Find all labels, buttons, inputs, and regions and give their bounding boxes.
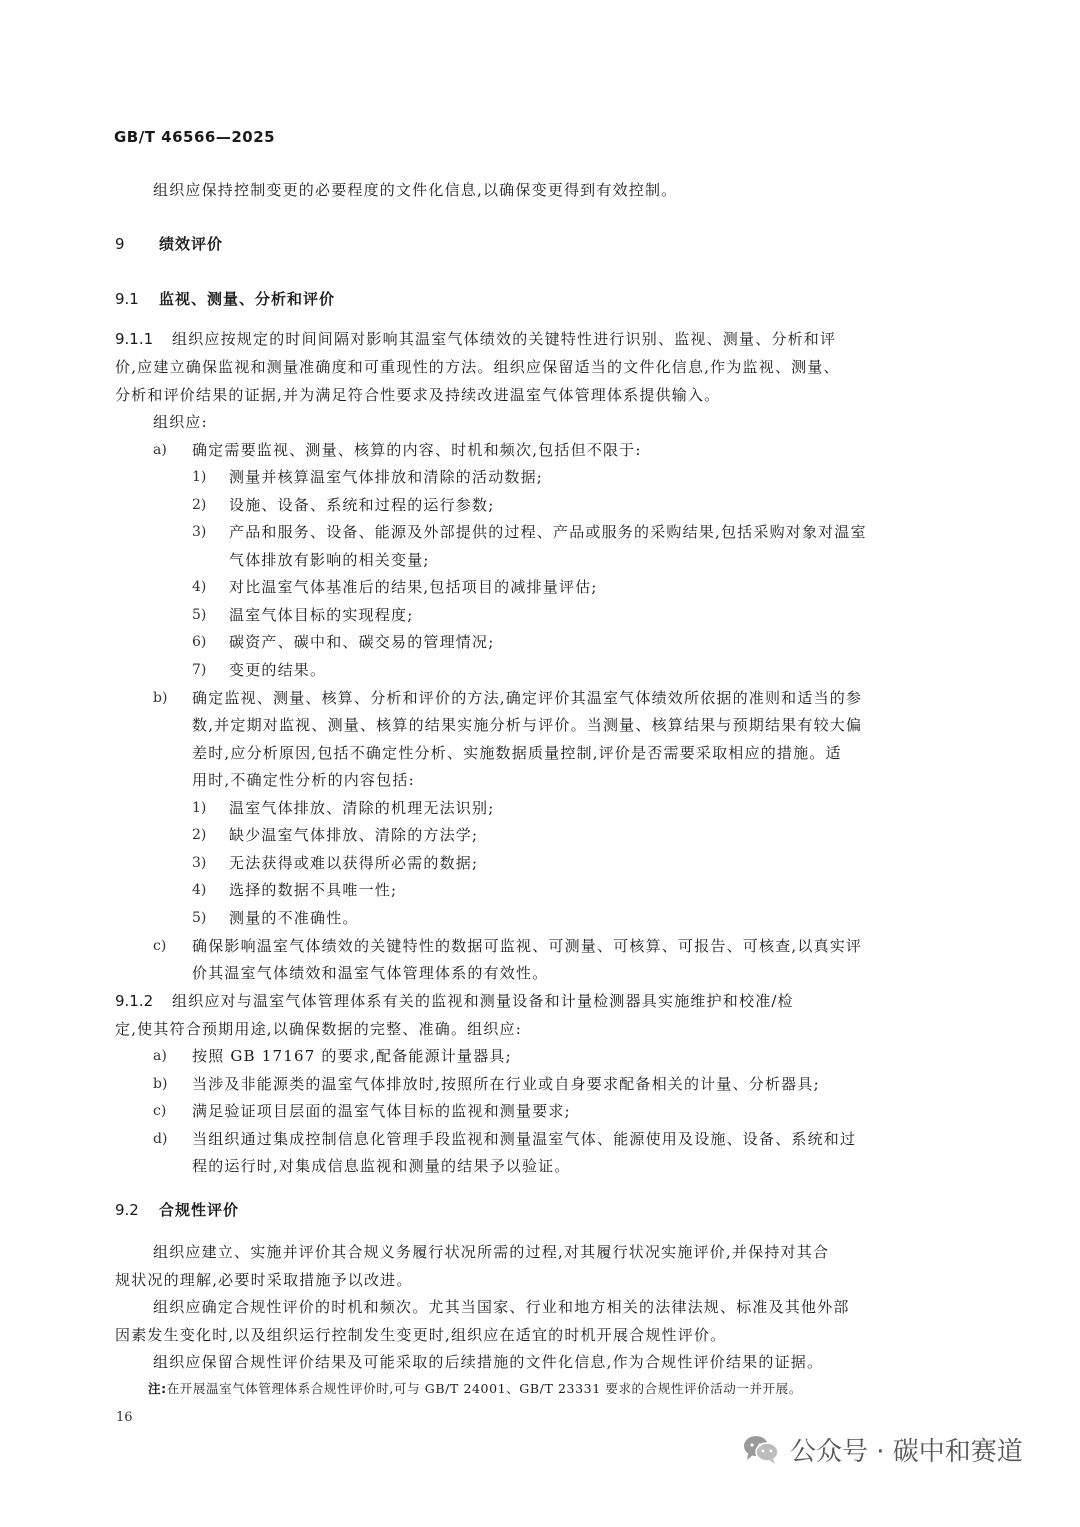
intro-paragraph: 组织应保持控制变更的必要程度的文件化信息,以确保变更得到有效控制。 (153, 181, 678, 199)
section-title: 监视、测量、分析和评价 (159, 290, 336, 308)
page-number: 16 (116, 1410, 133, 1425)
sublist-marker: 6) (192, 634, 207, 650)
sublist-item-text: 选择的数据不具唯一性; (229, 881, 398, 899)
sublist-item-text: 对比温室气体基准后的结果,包括项目的减排量评估; (229, 578, 598, 596)
note (148, 1380, 802, 1398)
list-marker: c) (153, 938, 167, 954)
paragraph-line: 定,使其符合预期用途,以确保数据的完整、准确。组织应: (115, 1020, 522, 1038)
section-9-heading (115, 234, 223, 254)
section-title: 绩效评价 (159, 235, 224, 253)
sublist-item-text: 温室气体目标的实现程度; (229, 606, 414, 624)
sublist-marker: 2) (192, 827, 207, 843)
list-item-text: 程的运行时,对集成信息监视和测量的结果予以验证。 (192, 1157, 571, 1175)
sublist-item-text: 产品和服务、设备、能源及外部提供的过程、产品或服务的采购结果,包括采购对象对温室 (229, 523, 867, 541)
sublist-item-text: 缺少温室气体排放、清除的方法学; (229, 826, 479, 844)
watermark-text: 公众号 · 碳中和赛道 (790, 1436, 1023, 1467)
list-item-text: 用时,不确定性分析的内容包括: (192, 771, 415, 789)
paragraph-line: 分析和评价结果的证据,并为满足符合性要求及持续改进温室气体管理体系提供输入。 (115, 386, 721, 404)
sublist-marker: 3) (192, 524, 207, 540)
paragraph-line: 组织应保留合规性评价结果及可能采取的后续措施的文件化信息,作为合规性评价结果的证据。 (153, 1353, 824, 1371)
paragraph-line: 组织应建立、实施并评价其合规义务履行状况所需的过程,对其履行状况实施评价,并保持对其合 (153, 1243, 830, 1261)
sublist-item-text: 温室气体排放、清除的机理无法识别; (229, 799, 495, 817)
list-marker: a) (153, 442, 167, 458)
paragraph-line: 组织应对与温室气体管理体系有关的监视和测量设备和计量检测器具实施维护和校准/检 (172, 992, 794, 1010)
sublist-marker: 7) (192, 662, 207, 678)
sublist-marker: 1) (192, 800, 207, 816)
sublist-item-text: 测量的不准确性。 (229, 909, 359, 927)
sublist-marker: 5) (192, 910, 207, 926)
paragraph-line: 组织应按规定的时间间隔对影响其温室气体绩效的关键特性进行识别、监视、测量、分析和评 (172, 330, 837, 348)
paragraph-line: 组织应: (153, 413, 208, 431)
section-9-1-heading (115, 289, 335, 309)
list-item-text: 按照 GB 17167 的要求,配备能源计量器具; (192, 1047, 512, 1065)
paragraph-line: 因素发生变化时,以及组织运行控制发生变更时,组织应在适宜的时机开展合规性评价。 (115, 1326, 727, 1344)
section-number: 9.2 (115, 1201, 139, 1219)
section-number: 9.1 (115, 290, 139, 308)
sublist-item-text: 无法获得或难以获得所必需的数据; (229, 854, 479, 872)
list-marker: d) (153, 1131, 168, 1147)
sublist-item-text: 变更的结果。 (229, 661, 327, 679)
paragraph-line: 组织应确定合规性评价的时机和频次。尤其当国家、行业和地方相关的法律法规、标准及其他外部 (153, 1298, 850, 1316)
sublist-marker: 4) (192, 882, 207, 898)
watermark (742, 1427, 1023, 1471)
list-item-text: 确定需要监视、测量、核算的内容、时机和频次,包括但不限于: (192, 441, 642, 459)
list-marker: b) (153, 1076, 168, 1092)
list-marker: c) (153, 1103, 167, 1119)
list-item-text: 差时,应分析原因,包括不确定性分析、实施数据质量控制,评价是否需要采取相应的措施。适 (192, 744, 842, 762)
sublist-item-text: 碳资产、碳中和、碳交易的管理情况; (229, 633, 495, 651)
standard-code: GB/T 46566—2025 (114, 128, 276, 146)
clause-number: 9.1.2 (115, 992, 154, 1010)
sublist-marker: 5) (192, 607, 207, 623)
wechat-icon (742, 1433, 780, 1465)
list-item-text: 确保影响温室气体绩效的关键特性的数据可监视、可测量、可核算、可报告、可核查,以真实评 (192, 937, 863, 955)
paragraph-line: 规状况的理解,必要时采取措施予以改进。 (115, 1271, 413, 1289)
list-item-text: 当涉及非能源类的温室气体排放时,按照所在行业或自身要求配备相关的计量、分析器具; (192, 1075, 820, 1093)
sublist-marker: 3) (192, 855, 207, 871)
note-text: 在开展温室气体管理体系合规性评价时,可与 GB/T 24001、GB/T 23331 要求的合规性评价活动一并开展。 (166, 1381, 802, 1396)
list-item-text: 确定监视、测量、核算、分析和评价的方法,确定评价其温室气体绩效所依据的准则和适当的参 (192, 689, 863, 707)
section-9-2-heading (115, 1200, 239, 1220)
note-label: 注: (148, 1381, 167, 1396)
sublist-item-text: 气体排放有影响的相关变量; (229, 551, 430, 569)
section-number: 9 (115, 235, 125, 253)
paragraph-line: 价,应建立确保监视和测量准确度和可重现性的方法。组织应保留适当的文件化信息,作为监视、测量、 (115, 358, 840, 376)
section-title: 合规性评价 (159, 1201, 240, 1219)
list-marker: b) (153, 690, 168, 706)
sublist-marker: 1) (192, 469, 207, 485)
sublist-item-text: 设施、设备、系统和过程的运行参数; (229, 496, 495, 514)
list-item-text: 当组织通过集成控制信息化管理手段监视和测量温室气体、能源使用及设施、设备、系统和过 (192, 1130, 857, 1148)
sublist-marker: 2) (192, 497, 207, 513)
sublist-marker: 4) (192, 579, 207, 595)
clause-number: 9.1.1 (115, 330, 154, 348)
list-item-text: 满足验证项目层面的温室气体目标的监视和测量要求; (192, 1102, 571, 1120)
sublist-item-text: 测量并核算温室气体排放和清除的活动数据; (229, 468, 544, 486)
list-item-text: 价其温室气体绩效和温室气体管理体系的有效性。 (192, 964, 549, 982)
list-marker: a) (153, 1048, 167, 1064)
list-item-text: 数,并定期对监视、测量、核算的结果实施分析与评价。当测量、核算结果与预期结果有较大偏 (192, 716, 863, 734)
